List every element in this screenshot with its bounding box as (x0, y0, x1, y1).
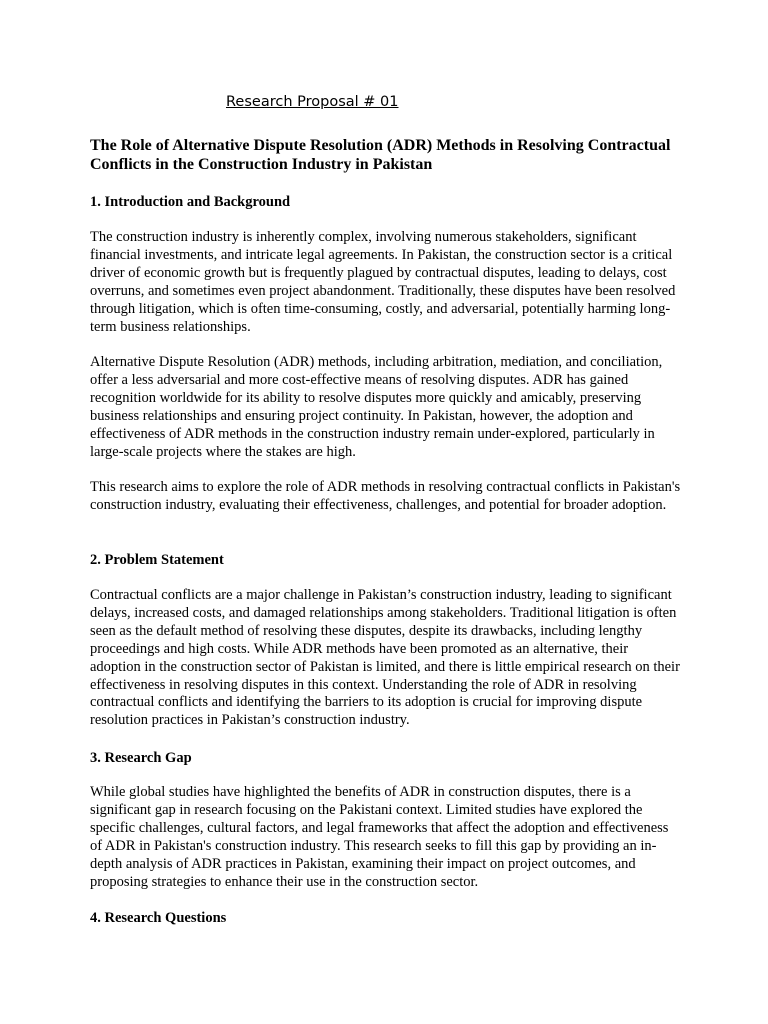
section-heading-problem-statement: 2. Problem Statement (90, 552, 224, 568)
intro-paragraph-1: The construction industry is inherently complex, involving numerous stakeholders, significant financial investments, and intricate legal agreements. In Pakistan, the construction sector is a critical driver of economic growth but is frequently plagued by contractual disputes, leading to delays, cost overruns, and sometimes even project abandonment. Traditionally, these disputes have been resolved through litigation, which is often time-consuming, costly, and adversarial, potentially harming long-term business relationships. (90, 229, 676, 335)
section-heading-research-gap: 3. Research Gap (90, 750, 192, 766)
intro-paragraph-3: This research aims to explore the role of ADR methods in resolving contractual conflicts in Pakistan's construction industry, evaluating their effectiveness, challenges, and potential for broader adoption. (90, 479, 681, 513)
problem-statement-paragraph: Contractual conflicts are a major challenge in Pakistan’s construction industry, leading to significant delays, increased costs, and damaged relationships among stakeholders. Traditional litigation is often seen as the default method of resolving these disputes, despite its drawbacks, including lengthy proceedings and high costs. While ADR methods have been promoted as an alternative, their adoption in the construction sector of Pakistan is limited, and there is little empirical research on their effectiveness in resolving disputes in this context. Understanding the role of ADR in resolving contractual conflicts and identifying the barriers to its adoption is crucial for improving dispute resolution practices in Pakistan’s construction industry. (90, 587, 680, 729)
proposal-label: Research Proposal # 01 (226, 94, 399, 110)
intro-paragraph-2: Alternative Dispute Resolution (ADR) methods, including arbitration, mediation, and conciliation, offer a less adversarial and more cost-effective means of resolving disputes. ADR has gained recognition worldwide for its ability to resolve disputes more quickly and amicably, preserving business relationships and ensuring project continuity. In Pakistan, however, the adoption and effectiveness of ADR methods in the construction industry remain under-explored, particularly in large-scale projects where the stakes are high. (90, 354, 663, 460)
document-title: The Role of Alternative Dispute Resolution (ADR) Methods in Resolving Contractual Conflicts in the Construction Industry in Pakistan (90, 137, 671, 173)
section-heading-introduction: 1. Introduction and Background (90, 194, 291, 210)
research-gap-paragraph: While global studies have highlighted the benefits of ADR in construction disputes, there is a significant gap in research focusing on the Pakistani context. Limited studies have explored the specific challenges, cultural factors, and legal frameworks that affect the adoption and effectiveness of ADR in Pakistan's construction industry. This research seeks to fill this gap by providing an in-depth analysis of ADR practices in Pakistan, examining their impact on project outcomes, and proposing strategies to enhance their use in the construction sector. (90, 784, 669, 890)
section-heading-research-questions: 4. Research Questions (90, 910, 227, 926)
